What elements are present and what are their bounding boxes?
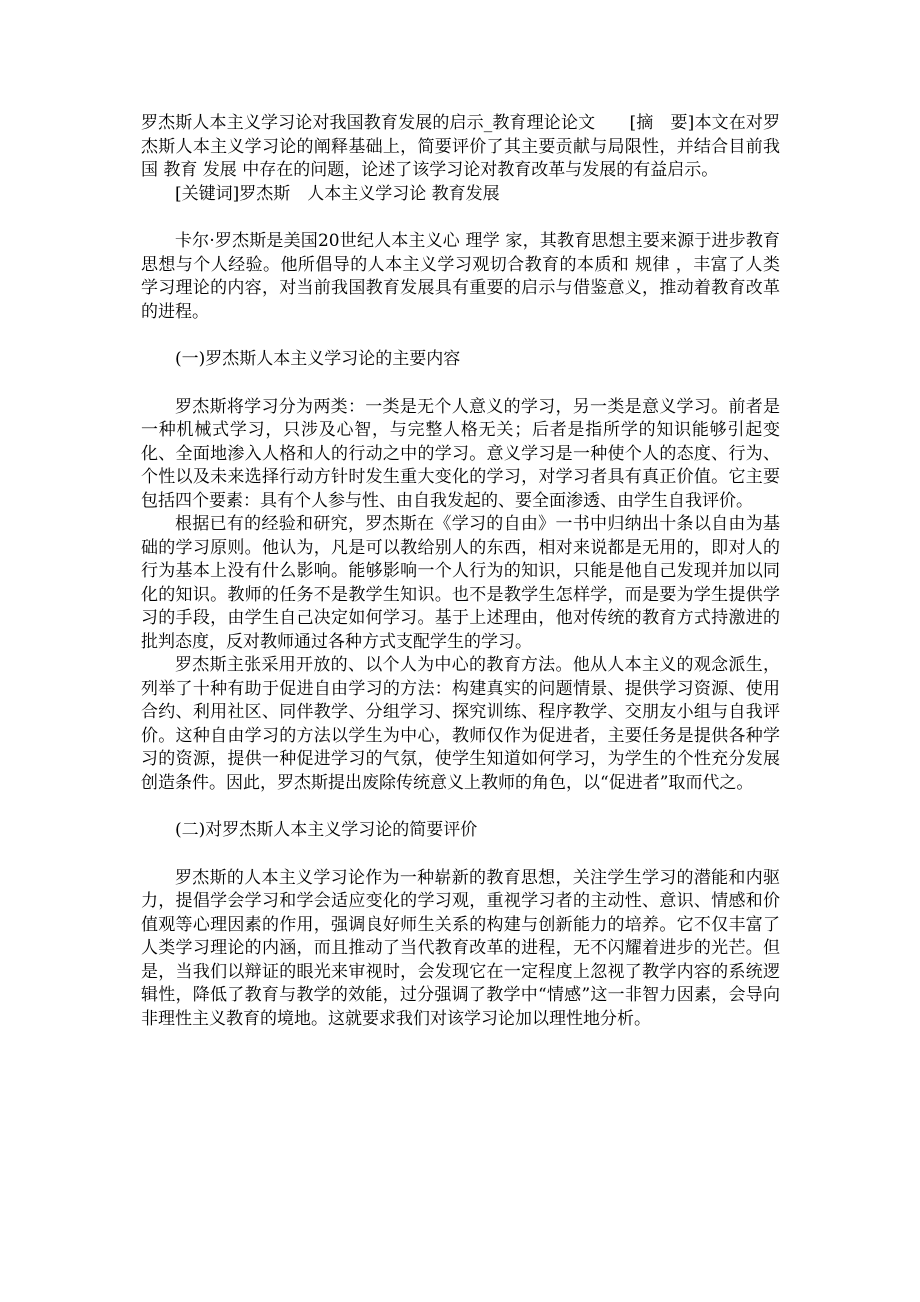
intro-paragraph: 卡尔·罗杰斯是美国20世纪人本主义心 理学 家，其教育思想主要来源于进步教育思想与个人经验。他所倡导的人本主义学习观切合教育的本质和 规律 ，丰富了人类学习理论的内容，对当前我国教育发展具有重要的启示与借鉴意义，推动着教育改革的进程。 xyxy=(141,231,780,322)
section-1-paragraph-2: 根据已有的经验和研究，罗杰斯在《学习的自由》一书中归纳出十条以自由为基础的学习原则。他认为，凡是可以教给别人的东西，相对来说都是无用的，即对人的行为基本上没有什么影响。能够影响一个人行为的知识，只能是他自己发现并加以同化的知识。教师的任务不是教学生知识。也不是教学生怎样学，而是要为学生提供学习的手段，由学生自己决定如何学习。基于上述理由，他对传统的教育方式持激进的批判态度，反对教师通过各种方式支配学生的学习。 xyxy=(141,514,780,652)
section-1-paragraph-1: 罗杰斯将学习分为两类：一类是无个人意义的学习，另一类是意义学习。前者是一种机械式学习，只涉及心智，与完整人格无关；后者是指所学的知识能够引起变化、全面地渗入人格和人的行动之中的学习。意义学习是一种使个人的态度、行为、个性以及未来选择行动方针时发生重大变化的学习，对学习者具有真正价值。它主要包括四个要素：具有个人参与性、由自我发起的、要全面渗透、由学生自我评价。 xyxy=(141,396,780,511)
keywords: [关键词]罗杰斯 人本主义学习论 教育发展 xyxy=(175,183,500,204)
section-1-heading: (一)罗杰斯人本主义学习论的主要内容 xyxy=(175,349,461,369)
article-title-and-abstract: 罗杰斯人本主义学习论对我国教育发展的启示_教育理论论文 [摘 要]本文在对罗杰斯人本主义学习论的阐释基础上，简要评价了其主要贡献与局限性，并结合目前我国 教育 发展 中存在的问题，论述了该学习论对教育改革与发展的有益启示。 xyxy=(141,113,780,180)
section-1-paragraph-3: 罗杰斯主张采用开放的、以个人为中心的教育方法。他从人本主义的观念派生，列举了十种有助于促进自由学习的方法：构建真实的问题情景、提供学习资源、使用合约、利用社区、同伴教学、分组学习、探究训练、程序教学、交朋友小组与自我评价。这种自由学习的方法以学生为中心，教师仅作为促进者，主要任务是提供各种学习的资源，提供一种促进学习的气氛，使学生知道如何学习，为学生的个性充分发展创造条件。因此，罗杰斯提出废除传统意义上教师的角色，以“促进者”取而代之。 xyxy=(141,655,780,793)
section-2-heading: (二)对罗杰斯人本主义学习论的简要评价 xyxy=(175,820,478,840)
section-2-paragraph-1: 罗杰斯的人本主义学习论作为一种崭新的教育思想，关注学生学习的潜能和内驱力，提倡学会学习和学会适应变化的学习观，重视学习者的主动性、意识、情感和价值观等心理因素的作用，强调良好师生关系的构建与创新能力的培养。它不仅丰富了人类学习理论的内涵，而且推动了当代教育改革的进程，无不闪耀着进步的光芒。但是，当我们以辩证的眼光来审视时，会发现它在一定程度上忽视了教学内容的系统逻辑性，降低了教育与教学的效能，过分强调了教学中“情感”这一非智力因素，会导向非理性主义教育的境地。这就要求我们对该学习论加以理性地分析。 xyxy=(141,867,780,1029)
